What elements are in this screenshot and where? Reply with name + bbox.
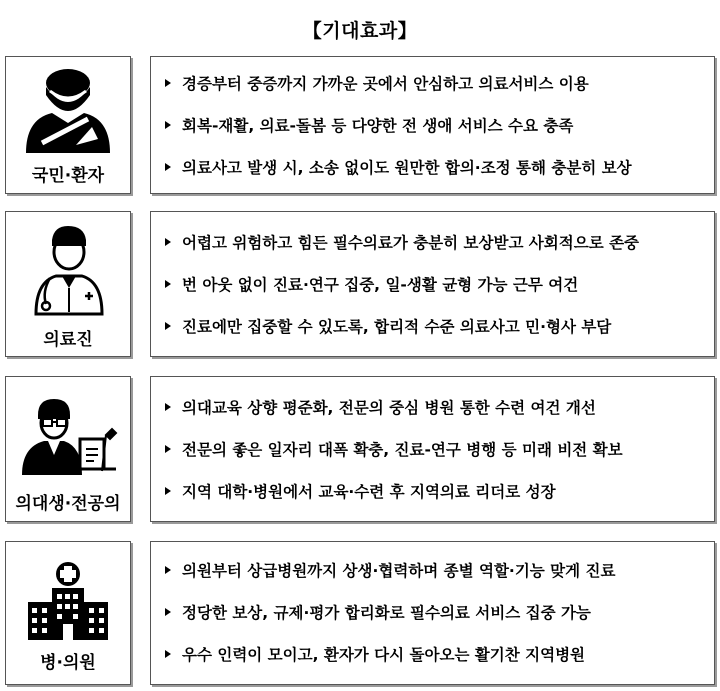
triangle-bullet-icon <box>165 79 171 87</box>
list-item: 진료에만 집중할 수 있도록, 합리적 수준 의료사고 민·형사 부담 <box>165 314 611 338</box>
section-label: 국민·환자 <box>31 166 105 186</box>
icon-panel <box>5 376 131 522</box>
benefits-panel <box>150 211 715 357</box>
triangle-bullet-icon <box>165 121 171 129</box>
list-item: 정당한 보상, 규제·평가 합리화로 필수의료 서비스 집중 가능 <box>165 600 591 624</box>
list-item: 어렵고 위험하고 힘든 필수의료가 충분히 보상받고 사회적으로 존중 <box>165 230 639 254</box>
triangle-bullet-icon <box>165 487 171 495</box>
benefits-panel <box>150 541 715 685</box>
icon-panel <box>5 541 131 685</box>
benefits-panel <box>150 376 715 522</box>
section-label: 병·의원 <box>40 653 96 673</box>
list-item: 지역 대학·병원에서 교육·수련 후 지역의료 리더로 성장 <box>165 479 556 503</box>
list-item: 번 아웃 없이 진료·연구 집중, 일-생활 균형 가능 근무 여건 <box>165 272 578 296</box>
list-item: 회복-재활, 의료-돌봄 등 다양한 전 생애 서비스 수요 충족 <box>165 113 573 137</box>
list-item: 의원부터 상급병원까지 상생·협력하며 종별 역할·기능 맞게 진료 <box>165 558 615 582</box>
benefits-panel <box>150 56 715 194</box>
icon-panel <box>5 56 131 194</box>
triangle-bullet-icon <box>165 445 171 453</box>
triangle-bullet-icon <box>165 280 171 288</box>
icon-panel <box>5 211 131 357</box>
triangle-bullet-icon <box>165 403 171 411</box>
section-label: 의대생·전공의 <box>15 494 121 514</box>
triangle-bullet-icon <box>165 238 171 246</box>
section-label: 의료진 <box>43 330 93 350</box>
triangle-bullet-icon <box>165 163 171 171</box>
triangle-bullet-icon <box>165 566 171 574</box>
list-item: 의료사고 발생 시, 소송 없이도 원만한 합의·조정 통해 충분히 보상 <box>165 155 632 179</box>
list-item: 의대교육 상향 평준화, 전문의 중심 병원 통한 수련 여건 개선 <box>165 395 596 419</box>
list-item: 우수 인력이 모이고, 환자가 다시 돌아오는 활기찬 지역병원 <box>165 642 585 666</box>
triangle-bullet-icon <box>165 608 171 616</box>
page-title: 【기대효과】 <box>302 20 418 42</box>
triangle-bullet-icon <box>165 322 171 330</box>
list-item: 전문의 좋은 일자리 대폭 확충, 진료-연구 병행 등 미래 비전 확보 <box>165 437 623 461</box>
list-item: 경증부터 중증까지 가까운 곳에서 안심하고 의료서비스 이용 <box>165 71 589 95</box>
triangle-bullet-icon <box>165 650 171 658</box>
